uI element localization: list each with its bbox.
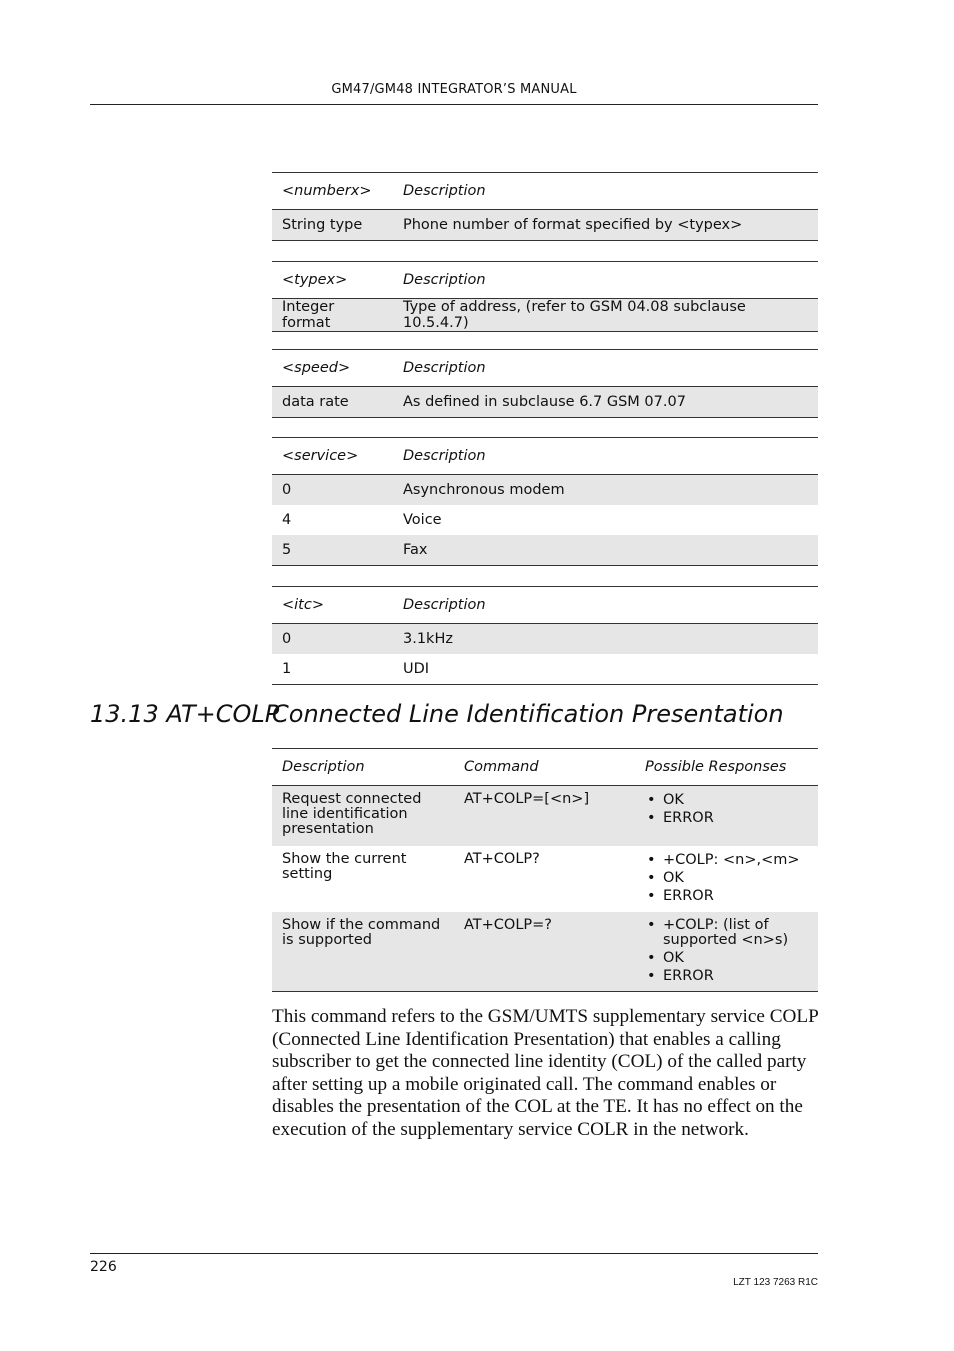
table-header-row bbox=[272, 749, 818, 786]
section-heading bbox=[90, 700, 784, 728]
column-header-parameter: <speed> bbox=[272, 350, 393, 387]
table-cell: Asynchronous modem bbox=[393, 475, 818, 506]
command-description: Show if the command is supported bbox=[272, 912, 454, 992]
command-syntax: AT+COLP=[<n>] bbox=[454, 786, 635, 846]
response-item: • OK bbox=[645, 792, 808, 808]
table-cell: Voice bbox=[403, 512, 442, 528]
table-row bbox=[272, 624, 818, 655]
section-title: Connected Line Identification Presentation bbox=[272, 700, 784, 728]
header-divider bbox=[90, 104, 818, 105]
table-cell: 4 bbox=[282, 512, 292, 528]
table-header-row bbox=[272, 438, 818, 475]
table-cell: 0 bbox=[272, 624, 393, 655]
command-syntax: AT+COLP? bbox=[464, 850, 540, 867]
response-item: • ERROR bbox=[645, 968, 808, 984]
table-row bbox=[272, 846, 818, 912]
column-header-responses: Possible Responses bbox=[635, 749, 818, 786]
table-row bbox=[272, 535, 818, 566]
table-row bbox=[272, 912, 818, 992]
column-header-parameter: <service> bbox=[272, 438, 393, 475]
table-cell: String type bbox=[272, 210, 393, 241]
command-syntax: AT+COLP=? bbox=[454, 912, 635, 992]
column-header-description: Description bbox=[393, 438, 818, 475]
table-cell: Phone number of format specified by <typex> bbox=[393, 210, 818, 241]
table-row bbox=[272, 786, 818, 846]
table-cell: Fax bbox=[393, 535, 818, 566]
table-row bbox=[272, 475, 818, 506]
speed-parameter-table bbox=[272, 349, 818, 418]
running-header: GM47/GM48 INTEGRATOR’S MANUAL bbox=[331, 82, 577, 97]
table-cell: Type of address, (refer to GSM 04.08 subclause 10.5.4.7) bbox=[393, 299, 818, 332]
column-header-parameter: <numberx> bbox=[272, 173, 393, 210]
table-row bbox=[272, 387, 818, 418]
footer-divider bbox=[90, 1253, 818, 1254]
column-header-description: Description bbox=[393, 350, 818, 387]
command-description: Request connected line identification presentation bbox=[272, 786, 454, 846]
column-header-parameter: <itc> bbox=[272, 587, 393, 624]
table-row bbox=[272, 505, 818, 535]
column-header-description: Description bbox=[272, 749, 454, 786]
response-item: • OK bbox=[645, 950, 808, 966]
response-item: • ERROR bbox=[645, 810, 808, 826]
response-item: • OK bbox=[645, 870, 808, 886]
column-header-description: Description bbox=[393, 173, 818, 210]
table-cell: data rate bbox=[272, 387, 393, 418]
table-header-row bbox=[272, 350, 818, 387]
table-cell: 0 bbox=[272, 475, 393, 506]
section-number: 13.13 AT+COLP bbox=[90, 700, 280, 728]
table-cell: 3.1kHz bbox=[393, 624, 818, 655]
column-header-description: Description bbox=[393, 587, 818, 624]
document-id: LZT 123 7263 R1C bbox=[733, 1277, 818, 1288]
table-cell: 5 bbox=[272, 535, 393, 566]
command-description: Show the current setting bbox=[282, 850, 407, 882]
table-cell: 1 bbox=[272, 654, 393, 685]
command-table bbox=[272, 748, 818, 992]
column-header-parameter: <typex> bbox=[272, 262, 393, 299]
response-cell bbox=[635, 912, 818, 992]
response-item: • +COLP: <n>,<m> bbox=[645, 852, 808, 868]
response-list bbox=[645, 852, 808, 904]
response-item: • ERROR bbox=[645, 888, 808, 904]
response-cell bbox=[635, 846, 818, 912]
column-header-command: Command bbox=[454, 749, 635, 786]
column-header-description: Description bbox=[393, 262, 818, 299]
service-parameter-table bbox=[272, 437, 818, 566]
table-header-row bbox=[272, 587, 818, 624]
table-cell: As defined in subclause 6.7 GSM 07.07 bbox=[393, 387, 818, 418]
table-row bbox=[272, 654, 818, 685]
table-header-row bbox=[272, 262, 818, 299]
numberx-parameter-table bbox=[272, 172, 818, 241]
typex-parameter-table bbox=[272, 261, 818, 332]
response-item: • +COLP: (list of supported <n>s) bbox=[645, 918, 808, 948]
page-number: 226 bbox=[90, 1259, 117, 1275]
response-list bbox=[645, 918, 808, 984]
itc-parameter-table bbox=[272, 586, 818, 685]
table-cell: UDI bbox=[393, 654, 818, 685]
table-cell: Integer format bbox=[272, 299, 393, 332]
body-paragraph: This command refers to the GSM/UMTS supplementary service COLP (Connected Line Identification Presentation) that enables a calling subscriber to get the connected line identity (COL) of the called party after setting up a mobile originated call. The command enables or disables the presentation of the COL at the TE. It has no effect on the execution of the supplementary service COLR in the network. bbox=[272, 1006, 819, 1140]
table-row bbox=[272, 210, 818, 241]
table-row bbox=[272, 299, 818, 332]
table-header-row bbox=[272, 173, 818, 210]
response-cell bbox=[635, 786, 818, 846]
response-list bbox=[645, 792, 808, 826]
